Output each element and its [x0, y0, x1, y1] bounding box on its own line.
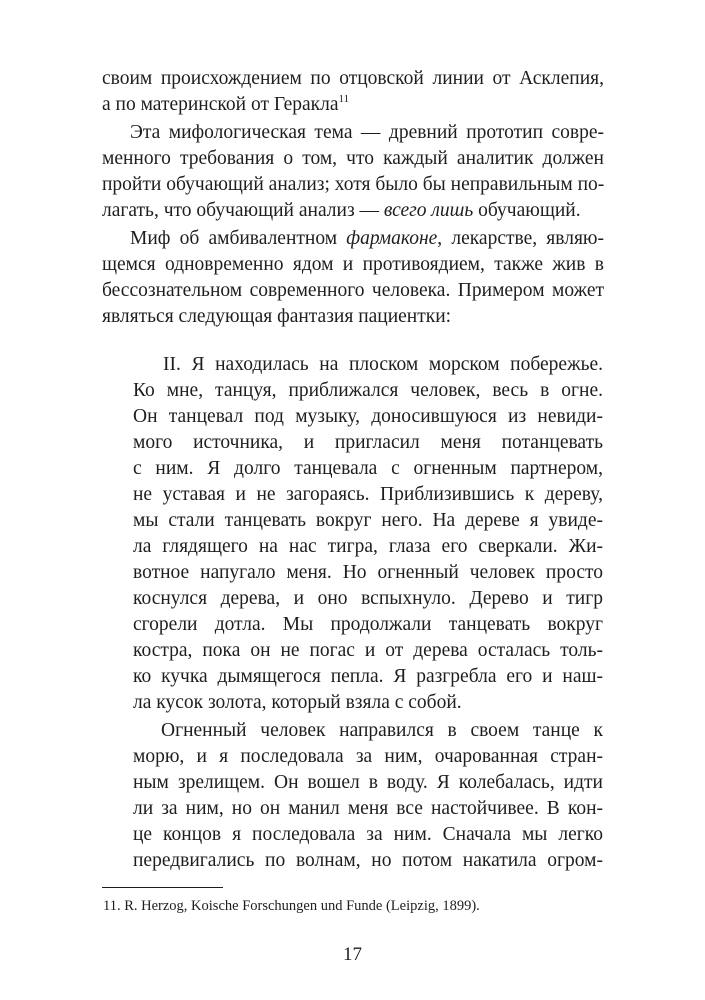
- quote-line: це концов я последовала за ним. Сначала мы легко: [133, 824, 603, 845]
- text-span: , лекарстве, являю-: [437, 228, 604, 249]
- quote-line: ко кучка дымящегося пепла. Я разгребла его и наш-: [133, 666, 603, 687]
- text-span: лагать, что обучающий анализ —: [102, 200, 384, 221]
- text-span: а по материнской от Геракла: [102, 94, 339, 115]
- page-number: 17: [343, 944, 362, 965]
- quote-line: с ним. Я долго танцевала с огненным партнером,: [133, 458, 603, 479]
- footnote-rule: [102, 887, 223, 888]
- quote-line: не уставая и не загораясь. Приблизившись к дереву,: [133, 484, 603, 505]
- quote-line: мого источника, и пригласил меня потанцевать: [133, 432, 603, 453]
- quote-line: Он танцевал под музыку, доносившуюся из невиди-: [133, 406, 603, 427]
- quote-line: ным зрелищем. Он вошел в воду. Я колебалась, идти: [133, 772, 603, 793]
- text-line: бессознательном современного человека. Примером может: [102, 280, 604, 301]
- italic-span: фармаконе: [346, 228, 438, 249]
- text-line: щемся одновременно ядом и противоядием, также жив в: [102, 254, 604, 275]
- quote-line: II. Я находилась на плоском морском побережье.: [163, 354, 603, 375]
- italic-span: всего лишь: [383, 200, 474, 221]
- quote-line: костра, пока он не погас и от дерева осталась толь-: [133, 640, 603, 661]
- text-line: [130, 226, 604, 252]
- text-line: [102, 198, 581, 224]
- text-line: являться следующая фантазия пациентки:: [102, 306, 452, 327]
- quote-line: сгорели дотла. Мы продолжали танцевать вокруг: [133, 614, 603, 635]
- quote-line: Огненный человек направился в своем танце к: [161, 720, 603, 741]
- text-line: менного требования о том, что каждый аналитик должен: [102, 148, 604, 169]
- text-line: своим происхождением по отцовской линии от Асклепия,: [102, 68, 604, 89]
- footnote-reference: 11: [338, 93, 350, 105]
- quote-line: мы стали танцевать вокруг него. На дереве я увиде-: [133, 510, 603, 531]
- quote-line: передвигались по волнам, но потом накатила огром-: [133, 850, 603, 871]
- quote-line: ли за ним, но он манил меня все настойчивее. В кон-: [133, 798, 603, 819]
- quote-line: морю, и я последовала за ним, очарованная стран-: [133, 746, 603, 767]
- quote-line: вотное напугало меня. Но огненный человек просто: [133, 562, 603, 583]
- quote-line: Ко мне, танцуя, приближался человек, весь в огне.: [133, 380, 603, 401]
- text-line: пройти обучающий анализ; хотя было бы неправильным по-: [102, 174, 605, 195]
- text-span: Миф об амбивалентном: [130, 228, 347, 249]
- text-span: обучающий.: [473, 200, 581, 221]
- quote-line: ла кусок золота, который взяла с собой.: [133, 692, 462, 713]
- quote-line: коснулся дерева, и оно вспыхнуло. Дерево и тигр: [133, 588, 603, 609]
- footnote: 11. R. Herzog, Koische Forschungen und Funde (Leipzig, 1899).: [103, 898, 480, 914]
- text-line: Эта мифологическая тема — древний прототип совре-: [130, 122, 604, 143]
- text-line: [102, 92, 349, 118]
- quote-line: ла глядящего на нас тигра, глаза его сверкали. Жи-: [133, 536, 603, 557]
